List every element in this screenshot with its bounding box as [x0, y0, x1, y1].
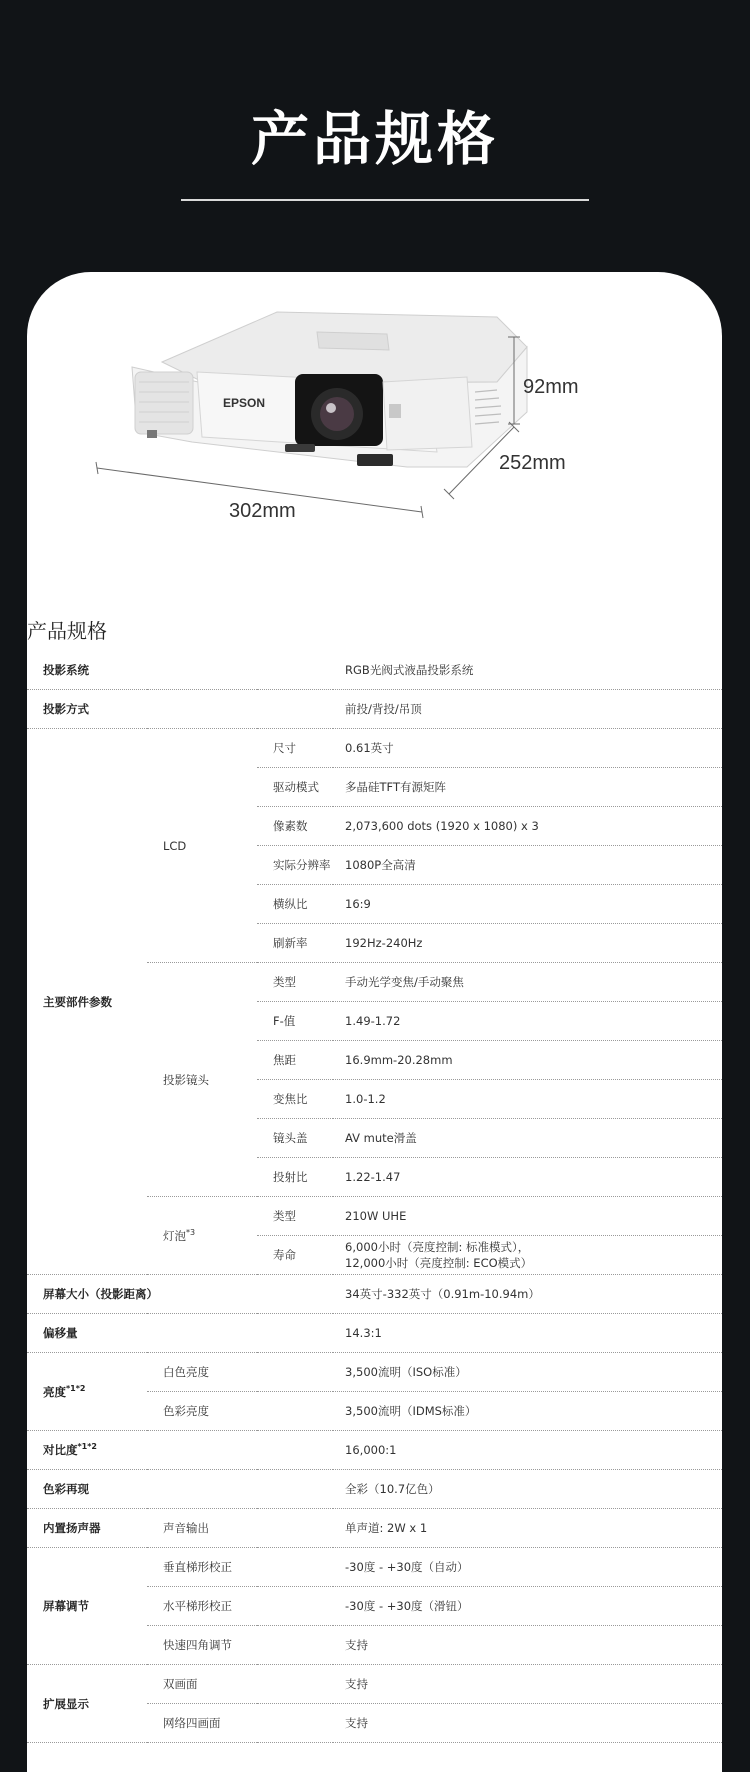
spec-value: 3,500流明（IDMS标准） — [333, 1392, 722, 1431]
spec-sub-label: 横纵比 — [257, 885, 333, 924]
spec-label: 投影系统 — [27, 651, 333, 690]
table-row — [27, 1275, 722, 1314]
spec-label: 主要部件参数 — [27, 729, 147, 1275]
spec-label: 偏移量 — [27, 1314, 333, 1353]
spec-sub-label: 白色亮度 — [147, 1353, 333, 1392]
spec-group-label: LCD — [147, 729, 257, 963]
page-title: 产品规格 — [250, 105, 499, 173]
spec-label: 屏幕调节 — [27, 1548, 147, 1665]
lamp-life-line-1: 6,000小时（亮度控制: 标准模式）， — [345, 1240, 530, 1254]
spec-sub-label: 色彩亮度 — [147, 1392, 333, 1431]
spec-value: 支持 — [333, 1626, 722, 1665]
spec-value: 多晶硅TFT有源矩阵 — [333, 768, 722, 807]
table-row — [27, 729, 722, 768]
spec-value: -30度 - +30度（自动） — [333, 1548, 722, 1587]
spec-value: 手动光学变焦/手动聚焦 — [333, 963, 722, 1002]
table-row — [27, 1314, 722, 1353]
spec-sub-label: 寿命 — [257, 1236, 333, 1275]
spec-sub-label: 双画面 — [147, 1665, 333, 1704]
spec-value: 3,500流明（ISO标准） — [333, 1353, 722, 1392]
lamp-label: 灯泡 — [163, 1228, 186, 1243]
spec-label: 色彩再现 — [27, 1470, 333, 1509]
table-row — [27, 1509, 722, 1548]
spec-label: 扩展显示 — [27, 1665, 147, 1743]
dimension-height: 92mm — [523, 376, 579, 398]
table-row — [27, 1665, 722, 1704]
spec-sub-label: 像素数 — [257, 807, 333, 846]
projector-illustration — [27, 272, 722, 592]
spec-value: 单声道: 2W x 1 — [333, 1509, 722, 1548]
spec-value: 34英寸-332英寸（0.91m-10.94m） — [333, 1275, 722, 1314]
spec-value: 1080P全高清 — [333, 846, 722, 885]
spec-value: -30度 - +30度（滑钮） — [333, 1587, 722, 1626]
spec-sub-label: 声音输出 — [147, 1509, 333, 1548]
footnote-mark: *1*2 — [66, 1383, 86, 1393]
table-row — [27, 1548, 722, 1587]
spec-sub-label: 水平梯形校正 — [147, 1587, 333, 1626]
spec-value: 16:9 — [333, 885, 722, 924]
spec-sub-label: 投射比 — [257, 1158, 333, 1197]
spec-section-title: 产品规格 — [27, 619, 107, 643]
spec-label: 屏幕大小（投影距离） — [27, 1275, 333, 1314]
page-header — [0, 0, 750, 300]
product-image-area — [27, 272, 722, 592]
spec-value: AV mute滑盖 — [333, 1119, 722, 1158]
lamp-life-line-2: 12,000小时（亮度控制: ECO模式） — [345, 1256, 533, 1270]
contrast-label: 对比度 — [43, 1443, 78, 1457]
title-divider — [181, 199, 589, 201]
spec-label: 内置扬声器 — [27, 1509, 147, 1548]
spec-sub-label: 类型 — [257, 963, 333, 1002]
spec-sub-label: F-值 — [257, 1002, 333, 1041]
spec-value: 16,000:1 — [333, 1431, 722, 1470]
table-row — [27, 1431, 722, 1470]
spec-sub-label: 实际分辨率 — [257, 846, 333, 885]
spec-value: 16.9mm-20.28mm — [333, 1041, 722, 1080]
footnote-mark: *1*2 — [77, 1442, 97, 1452]
table-row — [27, 1470, 722, 1509]
spec-label — [27, 1431, 333, 1470]
spec-value: 210W UHE — [333, 1197, 722, 1236]
brightness-label: 亮度 — [43, 1384, 66, 1399]
spec-group-label: 投影镜头 — [147, 963, 257, 1197]
spec-value: 14.3:1 — [333, 1314, 722, 1353]
dimension-brand-text: EPSON — [223, 396, 266, 410]
spec-sub-label: 尺寸 — [257, 729, 333, 768]
spec-value: 2,073,600 dots (1920 x 1080) x 3 — [333, 807, 722, 846]
spec-sub-label: 焦距 — [257, 1041, 333, 1080]
spec-value: 1.22-1.47 — [333, 1158, 722, 1197]
spec-value: 1.49-1.72 — [333, 1002, 722, 1041]
spec-sub-label: 变焦比 — [257, 1080, 333, 1119]
spec-sub-label: 垂直梯形校正 — [147, 1548, 333, 1587]
spec-table — [27, 651, 722, 1743]
spec-value: RGB光阀式液晶投影系统 — [333, 651, 722, 690]
spec-value: 1.0-1.2 — [333, 1080, 722, 1119]
spec-sub-label: 镜头盖 — [257, 1119, 333, 1158]
spec-label: 投影方式 — [27, 690, 333, 729]
spec-sub-label: 网络四画面 — [147, 1704, 333, 1743]
spec-value: 支持 — [333, 1704, 722, 1743]
footnote-mark: *3 — [186, 1227, 196, 1237]
spec-value: 支持 — [333, 1665, 722, 1704]
spec-sub-label: 类型 — [257, 1197, 333, 1236]
spec-sub-label: 刷新率 — [257, 924, 333, 963]
spec-value: 前投/背投/吊顶 — [333, 690, 722, 729]
spec-group-label — [147, 1197, 257, 1275]
spec-card — [27, 272, 722, 1772]
spec-sub-label: 驱动模式 — [257, 768, 333, 807]
spec-label — [27, 1353, 147, 1431]
table-row — [27, 1353, 722, 1392]
spec-value: 全彩（10.7亿色） — [333, 1470, 722, 1509]
dimension-depth: 252mm — [499, 452, 566, 474]
dimension-width: 302mm — [229, 500, 296, 522]
spec-value — [333, 1236, 722, 1275]
table-row — [27, 651, 722, 690]
spec-value: 0.61英寸 — [333, 729, 722, 768]
spec-value: 192Hz-240Hz — [333, 924, 722, 963]
spec-sub-label: 快速四角调节 — [147, 1626, 333, 1665]
table-row — [27, 690, 722, 729]
